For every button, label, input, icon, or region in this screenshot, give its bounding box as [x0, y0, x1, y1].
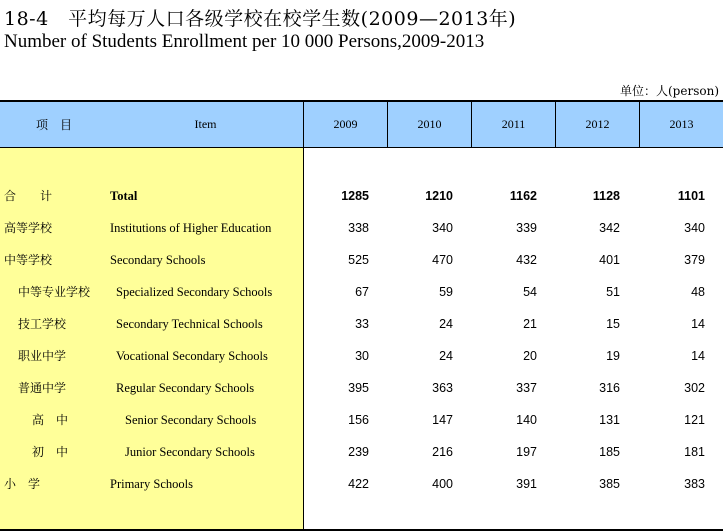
value-2009: 1285 — [341, 189, 369, 203]
row-label-cn: 普通中学 — [18, 381, 67, 395]
value-2010: 1210 — [425, 189, 453, 203]
row-label-cn: 初 中 — [32, 445, 69, 459]
value-2013: 14 — [691, 317, 705, 331]
value-2009: 422 — [348, 477, 369, 491]
value-2011: 432 — [516, 253, 537, 267]
value-2012: 1128 — [592, 189, 620, 203]
row-label-en: Primary Schools — [110, 477, 193, 491]
row-specialized-secondary — [0, 282, 723, 302]
row-label-en: Specialized Secondary Schools — [116, 285, 273, 299]
value-2009: 525 — [348, 253, 369, 267]
row-label-cn: 中等专业学校 — [18, 285, 91, 299]
row-vocational-secondary — [0, 346, 723, 366]
value-2013: 181 — [684, 445, 705, 459]
value-2011: 140 — [516, 413, 537, 427]
value-2009: 156 — [348, 413, 369, 427]
header-year-2012: 2012 — [555, 102, 639, 148]
value-2012: 385 — [599, 477, 620, 491]
value-2013: 340 — [684, 221, 705, 235]
row-junior-secondary — [0, 442, 723, 462]
value-2013: 121 — [684, 413, 705, 427]
value-2013: 379 — [684, 253, 705, 267]
value-2012: 316 — [599, 381, 620, 395]
value-2011: 197 — [516, 445, 537, 459]
header-year-2013: 2013 — [639, 102, 723, 148]
value-2010: 363 — [432, 381, 453, 395]
value-2010: 470 — [432, 253, 453, 267]
row-total — [0, 186, 723, 206]
row-label-en: Regular Secondary Schools — [116, 381, 255, 395]
title-english: Number of Students Enrollment per 10 000 Persons,2009-2013 — [4, 31, 485, 52]
value-2013: 48 — [691, 285, 705, 299]
value-2013: 1101 — [677, 189, 705, 203]
value-2013: 383 — [684, 477, 705, 491]
value-2009: 239 — [348, 445, 369, 459]
value-2012: 185 — [599, 445, 620, 459]
value-2012: 342 — [599, 221, 620, 235]
value-2011: 54 — [523, 285, 537, 299]
value-2010: 59 — [439, 285, 453, 299]
row-technical-schools — [0, 314, 723, 334]
value-2011: 20 — [523, 349, 537, 363]
header-item-cn: 项 目 — [0, 102, 108, 148]
row-label-en: Vocational Secondary Schools — [116, 349, 268, 363]
value-2010: 147 — [432, 413, 453, 427]
header-item-en: Item — [108, 102, 303, 148]
unit-label: 单位：人(person) — [620, 84, 719, 98]
row-label-cn: 职业中学 — [18, 349, 67, 363]
row-label-cn: 合 计 — [4, 189, 53, 203]
value-2011: 1162 — [509, 189, 537, 203]
row-label-cn: 技工学校 — [18, 317, 67, 331]
row-label-cn: 高等学校 — [4, 221, 53, 235]
value-2010: 400 — [432, 477, 453, 491]
row-label-cn: 小 学 — [4, 477, 41, 491]
value-2010: 340 — [432, 221, 453, 235]
value-2010: 216 — [432, 445, 453, 459]
value-2012: 19 — [606, 349, 620, 363]
value-2009: 338 — [348, 221, 369, 235]
value-2009: 33 — [355, 317, 369, 331]
row-label-en: Junior Secondary Schools — [125, 445, 255, 459]
row-higher-education — [0, 218, 723, 238]
value-2012: 401 — [599, 253, 620, 267]
value-2012: 51 — [606, 285, 620, 299]
value-2010: 24 — [439, 317, 453, 331]
row-label-cn: 高 中 — [32, 413, 69, 427]
value-2011: 339 — [516, 221, 537, 235]
value-2011: 391 — [516, 477, 537, 491]
row-label-en: Secondary Schools — [110, 253, 206, 267]
value-2009: 395 — [348, 381, 369, 395]
row-label-en: Institutions of Higher Education — [110, 221, 272, 235]
row-label-cn: 中等学校 — [4, 253, 53, 267]
header-year-2010: 2010 — [387, 102, 471, 148]
row-label-en: Total — [110, 189, 138, 203]
value-2012: 15 — [606, 317, 620, 331]
value-2009: 30 — [355, 349, 369, 363]
row-label-en: Senior Secondary Schools — [125, 413, 257, 427]
value-2011: 21 — [523, 317, 537, 331]
title-chinese: 18-4 平均每万人口各级学校在校学生数(2009—2013年) — [4, 8, 517, 30]
value-2010: 24 — [439, 349, 453, 363]
row-secondary-schools — [0, 250, 723, 270]
value-2013: 14 — [691, 349, 705, 363]
header-year-2011: 2011 — [471, 102, 555, 148]
value-2012: 131 — [599, 413, 620, 427]
value-2009: 67 — [355, 285, 369, 299]
row-label-en: Secondary Technical Schools — [116, 317, 263, 331]
row-primary-schools — [0, 474, 723, 494]
value-2011: 337 — [516, 381, 537, 395]
row-senior-secondary — [0, 410, 723, 430]
row-regular-secondary — [0, 378, 723, 398]
value-2013: 302 — [684, 381, 705, 395]
header-year-2009: 2009 — [303, 102, 387, 148]
statistics-table — [0, 100, 723, 531]
